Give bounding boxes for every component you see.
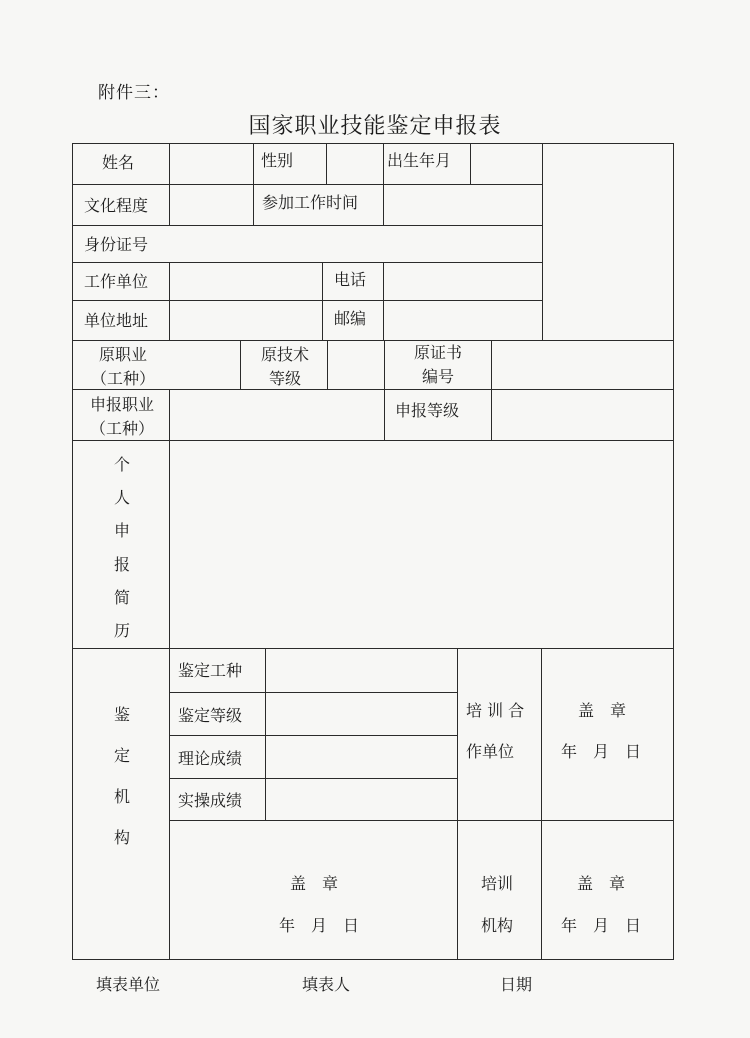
resume-char: 历 [113, 621, 130, 640]
label-id-number: 身份证号 [84, 235, 149, 254]
label-original-job [84, 343, 162, 391]
date-text: 年 月 日 [561, 916, 642, 935]
label-education: 文化程度 [84, 196, 149, 215]
label-phone: 电话 [334, 270, 367, 289]
resume-char: 申 [113, 521, 130, 540]
col-rule [384, 340, 385, 440]
seal-text: 盖 章 [577, 874, 626, 893]
row-rule [72, 262, 542, 263]
col-rule [457, 648, 458, 960]
label-original-cert-number [400, 341, 476, 389]
row-rule [72, 184, 542, 185]
label-applied-job-line1: 申报职业 [89, 395, 154, 414]
col-rule [253, 143, 254, 225]
col-rule [383, 262, 384, 340]
label-original-job-line1: 原职业 [98, 345, 147, 364]
label-applied-job [80, 393, 164, 441]
label-applied-job-line2: （工种） [89, 419, 154, 438]
row-rule [170, 820, 674, 821]
agency-char: 机 [113, 787, 130, 806]
label-original-tech-level [250, 343, 320, 391]
col-rule [383, 143, 384, 225]
col-rule [327, 340, 328, 389]
col-rule [169, 262, 170, 340]
label-original-job-line2: （工种） [90, 369, 155, 388]
label-original-tech-level-line2: 等级 [268, 369, 301, 388]
label-training-org-line1: 培训 [481, 874, 514, 893]
footer-filler: 填表人 [302, 975, 351, 994]
col-rule [541, 648, 542, 960]
row-rule [72, 340, 674, 341]
col-rule [542, 143, 543, 340]
label-original-tech-level-line1: 原技术 [260, 345, 309, 364]
label-employer-address: 单位地址 [84, 311, 149, 330]
resume-char: 简 [113, 588, 130, 607]
label-exam-level: 鉴定等级 [178, 706, 243, 725]
table-border-top [72, 143, 674, 144]
resume-char: 人 [113, 488, 130, 507]
agency-char: 鉴 [113, 705, 130, 724]
seal-text: 盖 章 [578, 701, 627, 720]
row-rule [72, 389, 674, 390]
row-rule [72, 225, 542, 226]
row-rule [72, 300, 542, 301]
agency-char: 构 [113, 828, 130, 847]
footer-date: 日期 [500, 975, 533, 994]
label-work-start: 参加工作时间 [262, 193, 359, 212]
col-rule [265, 648, 266, 820]
label-birth: 出生年月 [387, 151, 452, 170]
label-practice-score: 实操成绩 [178, 791, 243, 810]
seal-text: 盖 章 [290, 874, 339, 893]
label-training-partner-line1: 培 训 合 [466, 701, 525, 720]
form-title: 国家职业技能鉴定申报表 [248, 114, 502, 139]
table-border-right [673, 143, 674, 960]
col-rule [491, 340, 492, 440]
footer-filler-unit: 填表单位 [96, 975, 161, 994]
col-rule [470, 143, 471, 184]
label-original-cert-number-line1: 原证书 [413, 343, 462, 362]
label-theory-score: 理论成绩 [178, 749, 243, 768]
label-original-cert-number-line2: 编号 [421, 367, 454, 386]
row-rule [72, 648, 674, 649]
table-border-left [72, 143, 73, 960]
label-training-partner-line2: 作单位 [466, 742, 515, 761]
resume-char: 报 [113, 555, 130, 574]
resume-char: 个 [113, 455, 130, 474]
col-rule [169, 143, 170, 225]
col-rule [326, 143, 327, 184]
date-text: 年 月 日 [561, 742, 642, 761]
label-gender: 性别 [261, 151, 294, 170]
row-rule [170, 692, 458, 693]
label-employer: 工作单位 [84, 272, 149, 291]
col-rule [322, 262, 323, 340]
label-training-org-line2: 机构 [481, 916, 514, 935]
label-postcode: 邮编 [334, 309, 367, 328]
label-exam-job: 鉴定工种 [178, 661, 243, 680]
col-rule [169, 389, 170, 960]
annex-label: 附件三： [98, 83, 170, 103]
date-text: 年 月 日 [279, 916, 360, 935]
col-rule [240, 340, 241, 389]
table-border-bottom [72, 959, 674, 960]
label-applied-level: 申报等级 [395, 401, 460, 420]
row-rule [170, 735, 458, 736]
row-rule [170, 778, 458, 779]
label-name: 姓名 [102, 153, 135, 172]
agency-char: 定 [113, 746, 130, 765]
